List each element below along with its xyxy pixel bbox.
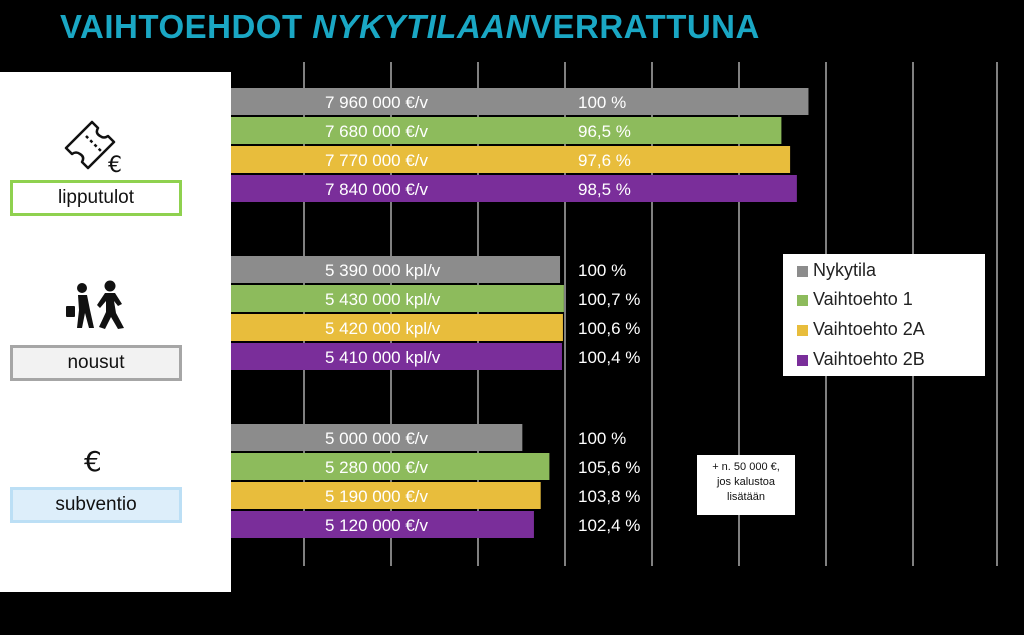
legend-item xyxy=(813,349,925,370)
legend xyxy=(783,254,985,376)
note-line: lisätään xyxy=(727,491,765,503)
legend-swatch xyxy=(797,266,808,277)
bar-value-label: 5 000 000 €/v xyxy=(325,429,429,448)
category-label-subventio: subventio xyxy=(10,487,182,523)
legend-label: Vaihtoehto 2B xyxy=(813,349,925,369)
legend-label: Vaihtoehto 2A xyxy=(813,319,925,339)
bar-percent-label: 98,5 % xyxy=(578,180,631,199)
bar-percent-label: 100,6 % xyxy=(578,319,641,338)
euro-icon: € xyxy=(84,445,102,478)
legend-item xyxy=(813,319,925,340)
walking-people-icon xyxy=(60,280,132,332)
bar-percent-label: 103,8 % xyxy=(578,487,641,506)
legend-swatch xyxy=(797,295,808,306)
title-part1: VAIHTOEHDOT xyxy=(60,8,303,45)
bar-value-label: 5 430 000 kpl/v xyxy=(325,290,441,309)
bar-value-label: 5 190 000 €/v xyxy=(325,487,429,506)
subsidy-note xyxy=(697,455,795,515)
legend-label: Nykytila xyxy=(813,260,877,280)
bar-value-label: 7 840 000 €/v xyxy=(325,180,429,199)
category-label-nousut: nousut xyxy=(10,345,182,381)
bar-value-label: 7 680 000 €/v xyxy=(325,122,429,141)
legend-item xyxy=(813,260,876,281)
bar-value-label: 5 280 000 €/v xyxy=(325,458,429,477)
bar-value-label: 5 120 000 €/v xyxy=(325,516,429,535)
bar-percent-label: 100 % xyxy=(578,261,627,280)
bar-value-label: 5 420 000 kpl/v xyxy=(325,319,441,338)
bar-value-label: 5 410 000 kpl/v xyxy=(325,348,441,367)
category-label-lipputulot: lipputulot xyxy=(10,180,182,216)
bar-percent-label: 100 % xyxy=(578,93,627,112)
bar-percent-label: 96,5 % xyxy=(578,122,631,141)
ticket-euro-symbol: € xyxy=(108,153,122,176)
bar-percent-label: 100,4 % xyxy=(578,348,641,367)
bar-percent-label: 97,6 % xyxy=(578,151,631,170)
bar-percent-label: 100 % xyxy=(578,429,627,448)
legend-item xyxy=(813,289,913,310)
title-part2: NYKYTILAAN xyxy=(312,8,530,45)
note-line: jos kalustoa xyxy=(716,476,776,488)
bar-percent-label: 100,7 % xyxy=(578,290,641,309)
bar-value-label: 7 960 000 €/v xyxy=(325,93,429,112)
bar-value-label: 5 390 000 kpl/v xyxy=(325,261,441,280)
ticket-euro-icon xyxy=(62,118,132,176)
title-part3: VERRATTUNA xyxy=(529,8,760,45)
note-line: + n. 50 000 €, xyxy=(712,461,780,473)
legend-swatch xyxy=(797,325,808,336)
bar-percent-label: 102,4 % xyxy=(578,516,641,535)
legend-label: Vaihtoehto 1 xyxy=(813,289,913,309)
legend-swatch xyxy=(797,355,808,366)
bar-value-label: 7 770 000 €/v xyxy=(325,151,429,170)
bar-percent-label: 105,6 % xyxy=(578,458,641,477)
